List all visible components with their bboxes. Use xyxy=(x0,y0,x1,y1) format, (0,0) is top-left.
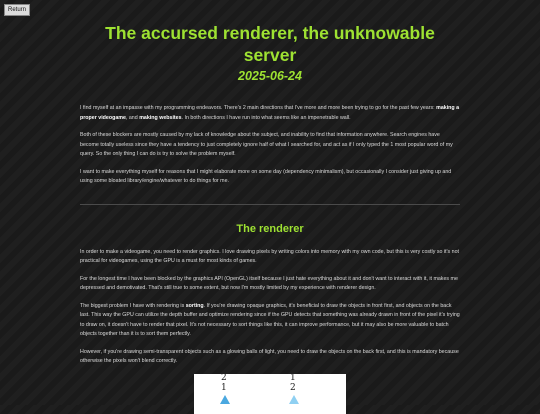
renderer-p3-bold-sorting: sorting xyxy=(185,302,204,309)
return-button[interactable]: Return xyxy=(4,4,30,16)
figure-left-bottom-number: 1 xyxy=(221,383,227,393)
intro-p1-text-mid: , and xyxy=(125,114,140,121)
article xyxy=(80,22,460,367)
renderer-paragraph-4: However, if you're drawing semi-transparent objects such as a glowing balls of light, you need to draw the objects on the back first, and this is mandatory because otherwise the pixels won't blend correctly. xyxy=(80,348,459,364)
post-date: 2025-06-24 xyxy=(238,69,302,83)
intro-p1-bold-videogame: making a proper videogame xyxy=(80,105,460,121)
figure-right-bottom-number: 2 xyxy=(290,383,296,393)
section-divider xyxy=(80,204,460,205)
figure-right-top-number: 1 xyxy=(290,373,296,383)
figure-right-triangle xyxy=(289,395,299,404)
intro-paragraph-3: I want to make everything myself for reasons that I might elaborate more on some day (dependency minimalism), but occasionally I consider just giving up and using some bloated library/engine/whatever to do things for me. xyxy=(80,168,452,184)
sorting-diagram-figure xyxy=(194,374,346,414)
intro-p1-text-start: I find myself at an impasse with my programming endeavors. There's 2 main directions that I've more and more been trying to go for the past few years: xyxy=(80,105,437,111)
section-heading-renderer: The renderer xyxy=(236,222,304,235)
intro-p1-text-end: . In both directions I have run into what seems like an impenetrable wall. xyxy=(181,114,351,121)
renderer-p3-text-start: The biggest problem I have with rendering is xyxy=(80,302,186,309)
intro-p1-bold-websites: making websites xyxy=(139,114,182,121)
figure-left-triangle xyxy=(220,395,230,404)
renderer-p3-text-end: . If you're drawing opaque graphics, it's beneficial to draw the objects in front first, and objects on the back last. This way the GPU can utilize the depth buffer and optimize rendering since if the GPU detects that something was already drawn in front of the pixel it's trying to draw on, it doesn't have to render that pixel. It's not necessary to sort things like this, it can improve performance, but it may also be more valuable to batch objects together than it is to sort them perfectly. xyxy=(80,302,460,337)
intro-paragraph-1 xyxy=(80,104,460,123)
intro-paragraph-2: Both of these blockers are mostly caused by my lack of knowledge about the subject, and inability to find that information anywhere. Search engines have become totally useless since they have a tendency to just completely ignore half of what I searched for, and act as if I only typed the 1 most popular word of my query. So the only thing I can do is try to solve the problem myself. xyxy=(80,132,453,157)
renderer-paragraph-1: In order to make a videogame, you need to render graphics. I love drawing pixels by writing colors into memory with my own code, but this is very costly so it's not practical for videogames, using the GPU is a must for most kinds of games. xyxy=(80,248,460,264)
renderer-paragraph-2: For the longest time I have been blocked by the graphics API (OpenGL) itself because I just hate everything about it and don't want to interact with it, it makes me depressed and demotivated. That's still true to some extent, but now I'm mostly limited by my experience with renderer design. xyxy=(80,275,458,291)
renderer-paragraph-3 xyxy=(80,302,460,340)
page-title: The accursed renderer, the unknowable server xyxy=(105,23,435,65)
figure-left-top-number: 2 xyxy=(221,373,227,383)
